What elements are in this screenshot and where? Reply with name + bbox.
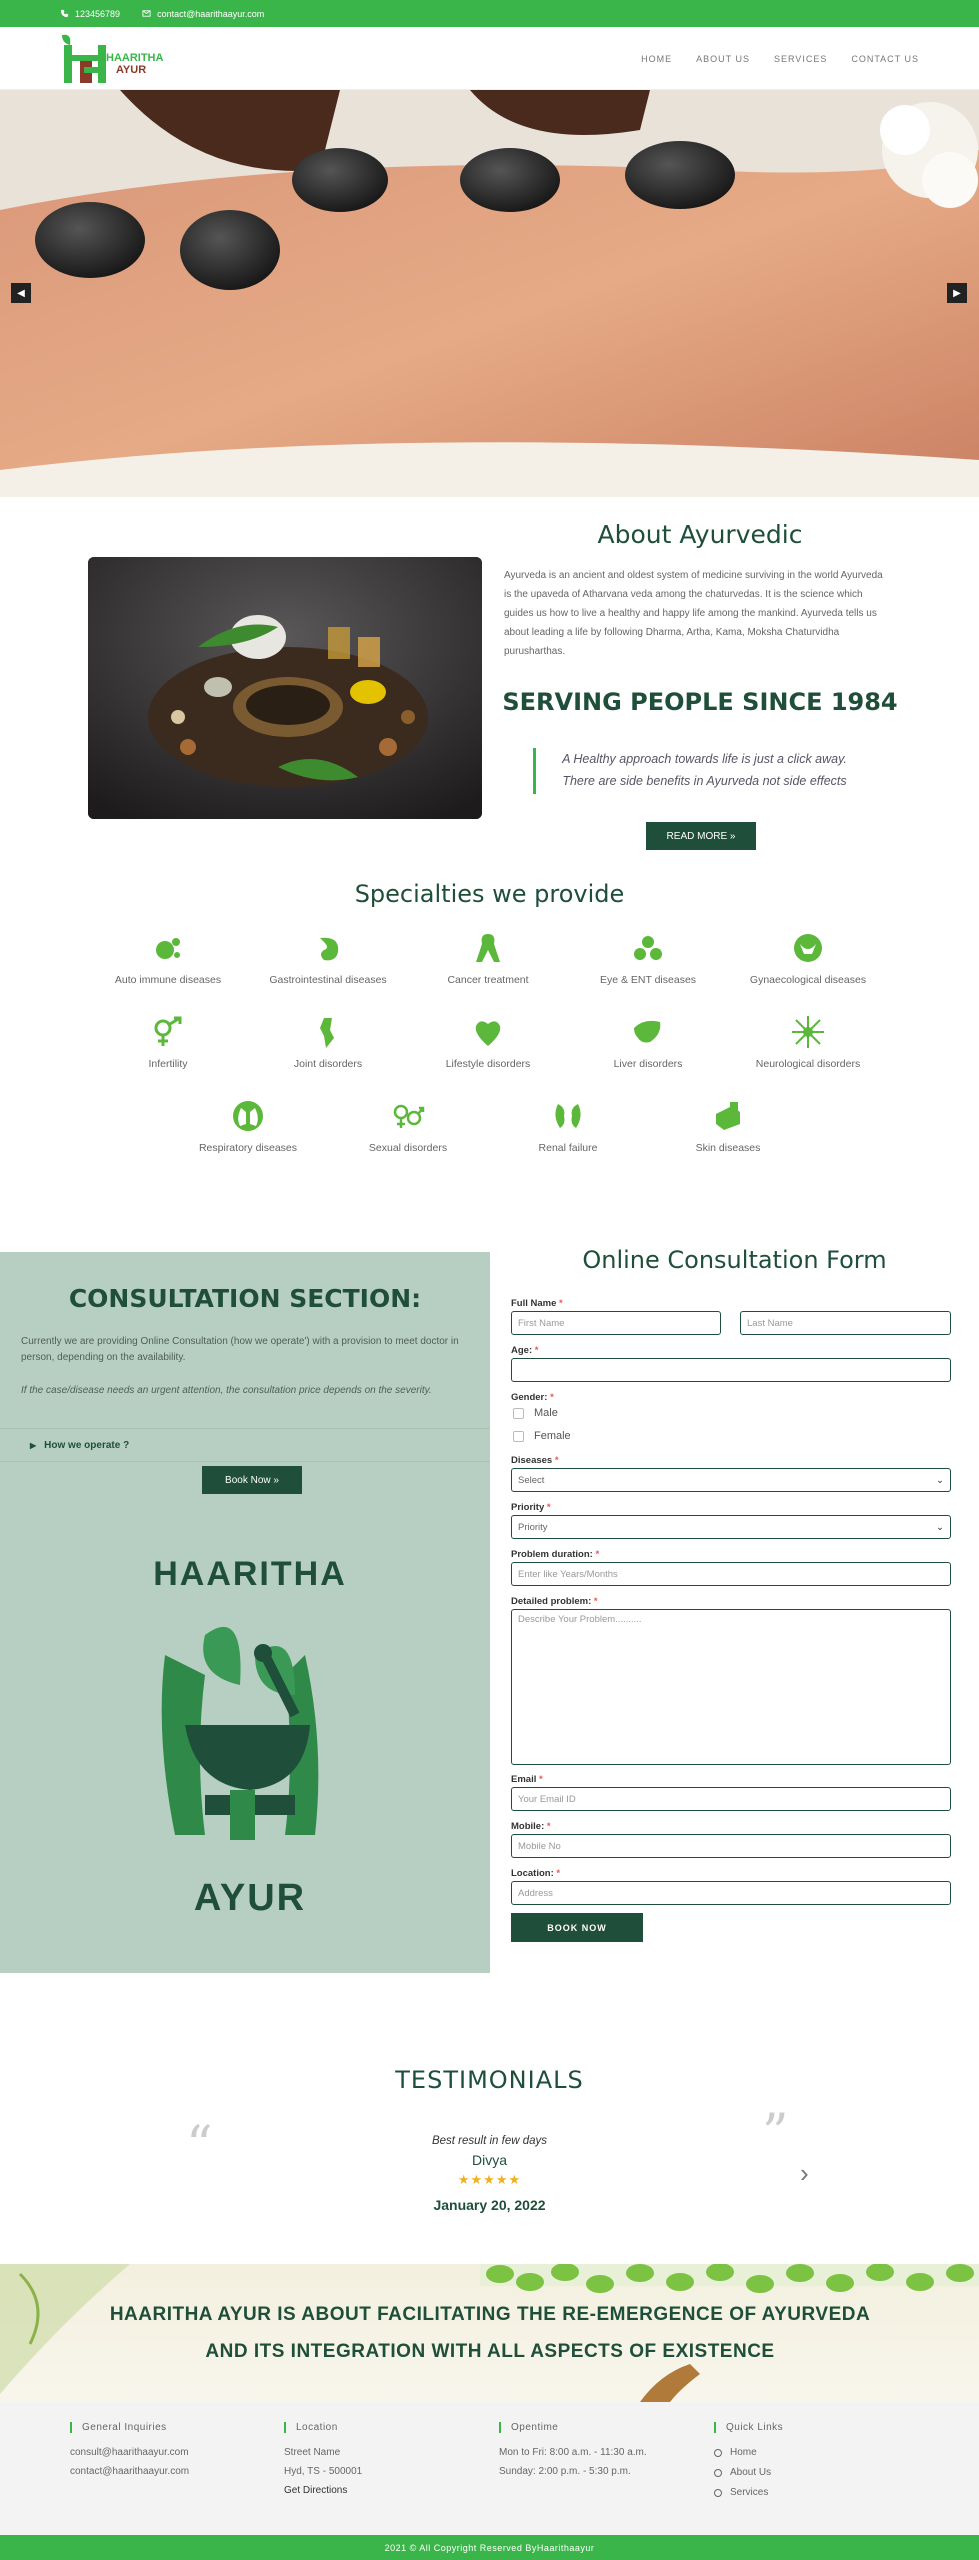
- mortar-leaves-icon: [145, 1615, 355, 1845]
- specialty-label: Liver disorders: [613, 1058, 683, 1070]
- specialty-label: Skin diseases: [695, 1142, 761, 1154]
- mobile-input[interactable]: Mobile No: [511, 1834, 951, 1858]
- rating-stars-icon: ★★★★★: [457, 2172, 522, 2187]
- footer-contact-email[interactable]: contact@haarithaayur.com: [70, 2466, 190, 2477]
- neuron-icon: [790, 1014, 826, 1050]
- kidney-icon: [550, 1098, 586, 1134]
- specialty-label: Renal failure: [538, 1142, 598, 1154]
- priority-select[interactable]: Priority ⌄: [511, 1515, 951, 1539]
- circle-bullet-icon: [714, 2469, 722, 2477]
- specialty-item[interactable]: [578, 930, 718, 986]
- full-name-label: Full Name *: [511, 1298, 563, 1309]
- stomach-icon: [310, 930, 346, 966]
- specialty-label: Auto immune diseases: [114, 974, 222, 986]
- email-address: contact@haarithaayur.com: [157, 8, 265, 19]
- about-text: Ayurveda is an ancient and oldest system of medicine surviving in the world Ayurveda is the upaveda of Atharvana veda among the chaturvedas. It is the science which guides us how to live a healthy and happy life among the mankind. Ayurveda tells us about leading a life by following Dharma, Artha, Kama, Moksha Chaturvidha purusharthas.: [504, 570, 883, 657]
- footer-get-directions-link[interactable]: Get Directions: [284, 2485, 348, 2496]
- joint-icon: [310, 1014, 346, 1050]
- mission-line-2: AND ITS INTEGRATION WITH ALL ASPECTS OF EXISTENCE: [205, 2341, 775, 2362]
- testimonial-name: Divya: [471, 2152, 507, 2168]
- specialty-item[interactable]: [258, 1014, 398, 1070]
- email-contact[interactable]: [142, 9, 264, 19]
- location-label: Location: *: [511, 1868, 561, 1879]
- nav-services[interactable]: SERVICES: [773, 53, 828, 64]
- gender-male-option[interactable]: [513, 1407, 558, 1419]
- specialty-item[interactable]: [178, 1098, 318, 1154]
- gender-label: Gender: *: [511, 1392, 554, 1403]
- specialty-item[interactable]: [418, 930, 558, 986]
- consultation-note: If the case/disease needs an urgent attention, the consultation price depends on the severity.: [21, 1385, 432, 1396]
- testimonials-title: TESTIMONIALS: [395, 2066, 584, 2094]
- lungs-icon: [230, 1098, 266, 1134]
- specialty-item[interactable]: [738, 1014, 878, 1070]
- footer-location-title: Location: [284, 2422, 484, 2433]
- footer-link-home[interactable]: Home: [714, 2447, 914, 2458]
- quote-block: [533, 748, 873, 794]
- big-logo-text-ayur: AYUR: [193, 1877, 307, 1919]
- hero-slider: [0, 90, 979, 497]
- specialty-item[interactable]: [658, 1098, 798, 1154]
- circle-bullet-icon: [714, 2489, 722, 2497]
- detail-label: Detailed problem: *: [511, 1596, 598, 1607]
- phone-icon: [60, 9, 69, 18]
- how-we-operate-toggle[interactable]: [0, 1428, 490, 1462]
- herbs-photo: [88, 557, 482, 819]
- duration-input[interactable]: Enter like Years/Months: [511, 1562, 951, 1586]
- footer-opentime: [499, 2422, 699, 2485]
- mobile-label: Mobile: *: [511, 1821, 551, 1832]
- how-we-operate-label: How we operate ?: [44, 1439, 130, 1451]
- specialty-label: Respiratory diseases: [198, 1142, 298, 1154]
- quote-line-1: A Healthy approach towards life is just a click away.: [562, 752, 847, 766]
- footer-quick-links: [714, 2422, 914, 2507]
- footer-link-about-us[interactable]: About Us: [714, 2467, 914, 2478]
- specialty-label: Joint disorders: [293, 1058, 363, 1070]
- footer-city: Hyd, TS - 500001: [284, 2466, 363, 2477]
- specialty-item[interactable]: [498, 1098, 638, 1154]
- logo-text-ayur: AYUR: [116, 64, 147, 76]
- book-now-button[interactable]: Book Now »: [202, 1466, 302, 1494]
- haaritha-ayur-big-logo: [145, 1555, 355, 1925]
- consultation-title: CONSULTATION SECTION:: [68, 1284, 422, 1313]
- herbs-image: [88, 557, 482, 819]
- main-nav: [641, 27, 919, 90]
- priority-label: Priority *: [511, 1502, 551, 1513]
- about-title: About Ayurvedic: [597, 520, 803, 549]
- specialty-label: Neurological disorders: [755, 1058, 861, 1070]
- email-label: Email *: [511, 1774, 543, 1785]
- close-quote-icon: ”: [762, 2104, 789, 2164]
- hero-prev-button[interactable]: ◀: [11, 283, 31, 303]
- serving-heading: SERVING PEOPLE SINCE 1984: [502, 688, 898, 716]
- age-label: Age: *: [511, 1345, 539, 1356]
- nav-home[interactable]: HOME: [641, 53, 673, 64]
- specialty-item[interactable]: [338, 1098, 478, 1154]
- specialty-label: Sexual disorders: [368, 1142, 448, 1154]
- copyright-bar: 2021 © All Copyright Reserved ByHaarithaayur: [0, 2535, 979, 2560]
- specialty-item[interactable]: [98, 930, 238, 986]
- ribbon-icon: [470, 930, 506, 966]
- footer-location: [284, 2422, 484, 2504]
- detail-textarea[interactable]: Describe Your Problem..........: [511, 1609, 951, 1765]
- hero-massage-image: [0, 90, 979, 497]
- first-name-input[interactable]: First Name: [511, 1311, 721, 1335]
- chevron-down-icon: ⌄: [936, 1521, 944, 1533]
- specialty-label: Gastrointestinal diseases: [269, 974, 387, 986]
- footer-quick-title: Quick Links: [714, 2422, 914, 2433]
- envelope-icon: [142, 9, 151, 18]
- footer-general-inquiries: [70, 2422, 270, 2485]
- footer-weekday-hours: Mon to Fri: 8:00 a.m. - 11:30 a.m.: [499, 2447, 647, 2458]
- last-name-input[interactable]: Last Name: [740, 1311, 951, 1335]
- diseases-label: Diseases *: [511, 1455, 559, 1466]
- specialty-item[interactable]: [738, 930, 878, 986]
- footer-link-services[interactable]: Services: [714, 2487, 914, 2498]
- male-checkbox[interactable]: [513, 1408, 524, 1419]
- quote-line-2: There are side benefits in Ayurveda not side effects: [562, 774, 847, 788]
- testimonial-date: January 20, 2022: [433, 2197, 546, 2213]
- form-title: Online Consultation Form: [582, 1246, 887, 1274]
- specialty-item[interactable]: [258, 930, 398, 986]
- top-bar: [0, 0, 979, 27]
- heart-icon: [470, 1014, 506, 1050]
- specialty-label: Gynaecological diseases: [749, 974, 867, 986]
- specialty-label: Cancer treatment: [447, 974, 529, 986]
- specialty-item[interactable]: [418, 1014, 558, 1070]
- site-header: [0, 27, 979, 90]
- logo-text-haaritha: HAARITHA: [106, 52, 164, 64]
- testimonial-subtitle: Best result in few days: [431, 2135, 548, 2147]
- ent-icon: [630, 930, 666, 966]
- open-quote-icon: “: [186, 2116, 213, 2176]
- phone-number: 123456789: [75, 8, 121, 19]
- location-input[interactable]: Address: [511, 1881, 951, 1905]
- skin-icon: [710, 1098, 746, 1134]
- testimonial-next-button[interactable]: ›: [800, 2158, 809, 2188]
- mission-line-1: HAARITHA AYUR IS ABOUT FACILITATING THE RE-EMERGENCE OF AYURVEDA: [109, 2304, 871, 2325]
- gender-female-option[interactable]: [513, 1430, 571, 1442]
- nav-about-us[interactable]: ABOUT US: [696, 53, 750, 64]
- footer-street: Street Name: [284, 2447, 341, 2458]
- age-input[interactable]: [511, 1358, 951, 1382]
- female-label: Female: [534, 1430, 571, 1442]
- email-input[interactable]: Your Email ID: [511, 1787, 951, 1811]
- submit-book-now-button[interactable]: BOOK NOW: [511, 1913, 643, 1942]
- consultation-text: Currently we are providing Online Consultation (how we operate') with a provision to meet doctor in person, depending on the availability.: [21, 1336, 459, 1363]
- phone-contact[interactable]: [60, 9, 120, 19]
- caret-right-icon: ▶: [30, 1440, 37, 1450]
- uterus-icon: [790, 930, 826, 966]
- specialty-label: Lifestyle disorders: [445, 1058, 531, 1070]
- sexual-icon: [390, 1098, 426, 1134]
- immune-icon: [150, 930, 186, 966]
- specialty-label: Eye & ENT diseases: [599, 974, 697, 986]
- specialty-item[interactable]: [98, 1014, 238, 1070]
- circle-bullet-icon: [714, 2449, 722, 2457]
- duration-label: Problem duration: *: [511, 1549, 600, 1560]
- brand-logo[interactable]: [58, 31, 178, 87]
- female-checkbox[interactable]: [513, 1431, 524, 1442]
- specialty-label: Infertility: [148, 1058, 188, 1070]
- footer-general-title: General Inquiries: [70, 2422, 270, 2433]
- specialties-title: Specialties we provide: [354, 880, 625, 908]
- chevron-down-icon: ⌄: [936, 1474, 944, 1486]
- footer-consult-email[interactable]: consult@haarithaayur.com: [70, 2447, 189, 2458]
- specialty-item[interactable]: [578, 1014, 718, 1070]
- gender-icon: [150, 1014, 186, 1050]
- read-more-button[interactable]: READ MORE »: [646, 822, 756, 850]
- liver-icon: [630, 1014, 666, 1050]
- nav-contact-us[interactable]: CONTACT US: [851, 53, 919, 64]
- hero-next-button[interactable]: ▶: [947, 283, 967, 303]
- footer-opentime-title: Opentime: [499, 2422, 699, 2433]
- mission-statement: [60, 2296, 920, 2370]
- big-logo-text-haaritha: HAARITHA: [153, 1555, 347, 1593]
- footer-sunday-hours: Sunday: 2:00 p.m. - 5:30 p.m.: [499, 2466, 631, 2477]
- male-label: Male: [534, 1407, 558, 1419]
- diseases-select[interactable]: Select ⌄: [511, 1468, 951, 1492]
